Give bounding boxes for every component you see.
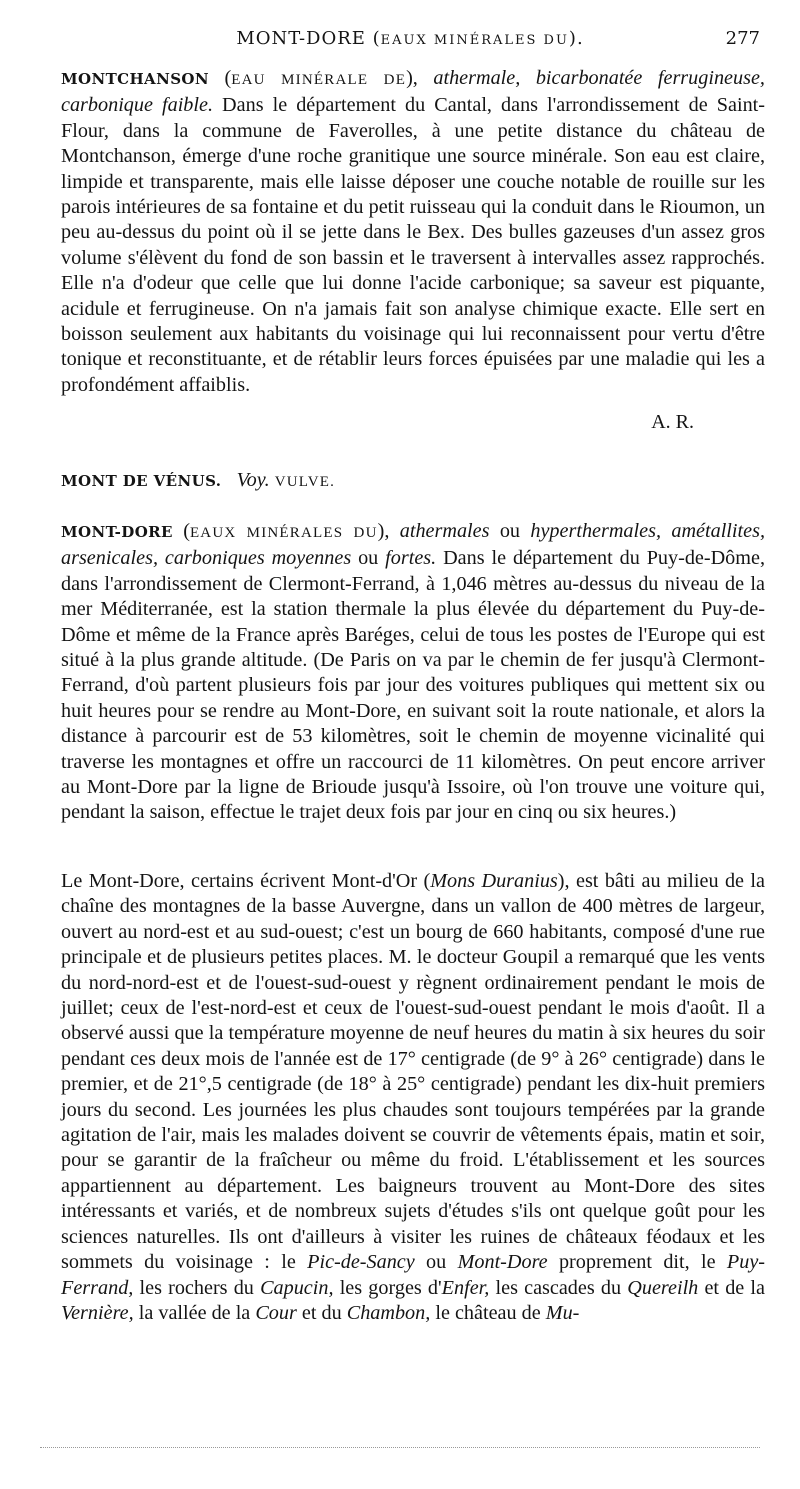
place-quereilh: Quereilh	[627, 1276, 699, 1299]
page-number: 277	[725, 28, 760, 49]
headword-mont-dore: MONT-DORE	[61, 523, 173, 541]
text-run: ), est bâti au milieu de la chaîne des montagnes de la basse Auvergne, dans un vallon de 400 mètres de largeur, ouvert au nord-est et au sud-ouest; c'est un bourg de 660 habitants, composé d'une rue principale et de plusieurs petites places. M. le docteur Goupil a remarqué que les vents du nord-nord-est et de l'ouest-sud-ouest y règnent ordinairement pendant le mois de juillet; ceux de l'est-nord-est et ceux de l'ouest-sud-ouest pendant le mois d'août. Il a observé aussi que la température moyenne de neuf heures du matin à six heures du soir pendant ces deux mois de l'année est de 17° centigrade (de 9° à 26° centigrade) dans le premier, et de 21°,5 centigrade (de 18° à 25° centigrade) pendant les dix-huit premiers jours du second. Les journées les plus chaudes sont toujours tempérées par la grande agitation de l'air, mais les malades doivent se couvrir de vêtements épais, matin et soir, pour se garantir de la fraîcheur ou même du froid. L'établissement et les sources appartiennent au département. Les baigneurs trouvent au Mont-Dore des sites intéressants et variés, et de nombreux sujets d'études s'ils ont quelque goût pour les sciences naturelles. Ils ont d'ailleurs à visiter les ruines de châteaux féodaux et les sommets du voisinage : le	[61, 870, 765, 1274]
entry-montchanson	[61, 66, 765, 398]
entry-label: EAUX MINÉRALES DU	[189, 525, 378, 541]
place-enfer: Enfer,	[441, 1276, 490, 1299]
text-run: les rochers du	[133, 1276, 261, 1299]
conjunction: ou	[489, 520, 531, 542]
text-run: et du	[296, 1301, 347, 1324]
entry-body: Dans le département du Cantal, dans l'arrondissement de Saint-Flour, dans la commune de Faverolles, à une petite distance du château de Montchanson, émerge d'une roche granitique une source minérale. Son eau est claire, limpide et transparente, mais elle laisse déposer une couche notable de rouille sur les parois intérieures de sa fontaine et du petit ruisseau qui la conduit dans le Rioumon, un peu au-dessus du point où il se jette dans le Bex. Des bulles gazeuses d'un assez gros volume s'élèvent du fond de son bassin et le traversent à intervalles assez rapprochés. Elle n'a d'odeur que celle que lui donne l'acide carbonique; sa saveur est piquante, acidule et ferrugineuse. On n'a jamais fait son analyse chimique exacte. Elle sert en boisson seulement aux habitants du voisinage qui lui reconnaissent pour vertu d'être tonique et reconstituante, et de rétablir leurs forces épuisées par une maladie qui les a profondément affaiblis.	[61, 94, 765, 396]
place-verniere: Vernière,	[61, 1301, 134, 1324]
author-signature: A. R.	[651, 411, 694, 433]
entry-body: Dans le département du Puy-de-Dôme, dans l'arrondissement de Clermont-Ferrand, à 1,046 mètres au-dessus du niveau de la mer Méditerranée, est la station thermale la plus élevée du département du Puy-de-Dôme et même de la France après Baréges, celui de tous les postes de l'Europe qui est situé à la plus grande altitude. (De Paris on va par le chemin de fer jusqu'à Clermont-Ferrand, d'où partent plusieurs fois par jour des voitures publiques qui mettent six ou huit heures pour se rendre au Mont-Dore, en suivant soit la route nationale, et alors la distance à parcourir est de 53 kilomètres, soit le chemin de moyenne vicinalité qui traverse les montagnes et offre un raccourci de 11 kilomètres. On peut encore arriver au Mont-Dore par la ligne de Brioude jusqu'à Issoire, où l'on trouve une voiture qui, pendant la saison, effectue le trajet deux fois par jour en cinq ou six heures.)	[61, 547, 765, 824]
text-run: le château de	[430, 1301, 546, 1324]
running-head-main: MONT-DORE (	[236, 28, 381, 49]
text-run: proprement dit, le	[547, 1251, 727, 1274]
place-cour: Cour	[255, 1301, 297, 1324]
page-header	[60, 28, 760, 54]
qualifier-list: hyperthermales, amétallites, arsenicales, carboniques moyennes	[61, 520, 765, 570]
cross-reference-voy: Voy.	[236, 469, 270, 491]
text-run: ou	[414, 1251, 458, 1274]
text-run: et de la	[698, 1276, 765, 1299]
latin-name: Mons Duranius	[430, 870, 558, 892]
paragraph-mont-dore-description	[61, 869, 765, 1326]
paren-close: ),	[406, 67, 434, 89]
qualifier-athermales: athermales	[399, 520, 490, 542]
place-pic-de-sancy: Pic-de-Sancy	[307, 1251, 415, 1274]
text-run: les gorges d'	[333, 1276, 442, 1299]
entry-qualifiers: athermale, bicarbonatée ferrugineuse, carbonique faible.	[61, 67, 765, 117]
paren-close: ),	[377, 520, 400, 542]
place-capucin: Capucin,	[260, 1276, 334, 1299]
text-run: la vallée de la	[133, 1301, 256, 1324]
entry-mont-dore	[61, 519, 765, 826]
page-bottom-rule	[40, 1447, 760, 1449]
paren-open: (	[209, 67, 232, 89]
place-mont-dore: Mont-Dore	[457, 1251, 548, 1274]
headword-montchanson: MONTCHANSON	[61, 70, 210, 88]
running-head	[60, 28, 760, 49]
running-head-end: ).	[568, 28, 584, 49]
qualifier-fortes: fortes.	[385, 547, 437, 570]
entry-label: EAU MINÉRALE DE	[231, 72, 407, 88]
place-chambon: Chambon,	[346, 1301, 431, 1324]
headword-mont-de-venus: MONT DE VÉNUS.	[61, 472, 222, 490]
paren-open: (	[172, 520, 190, 542]
place-puy-ferrand: Puy-Ferrand,	[61, 1251, 766, 1299]
entry-mont-de-venus	[61, 468, 765, 495]
conjunction: ou	[351, 547, 386, 570]
text-run: Le Mont-Dore, certains écrivent Mont-d'Or (	[61, 870, 431, 892]
text-run: les cascades du	[489, 1276, 628, 1299]
cross-reference-target: VULVE.	[274, 474, 336, 490]
place-mu-hyphenated: Mu-	[545, 1301, 580, 1324]
running-head-small-caps: EAUX MINÉRALES DU	[380, 33, 569, 48]
